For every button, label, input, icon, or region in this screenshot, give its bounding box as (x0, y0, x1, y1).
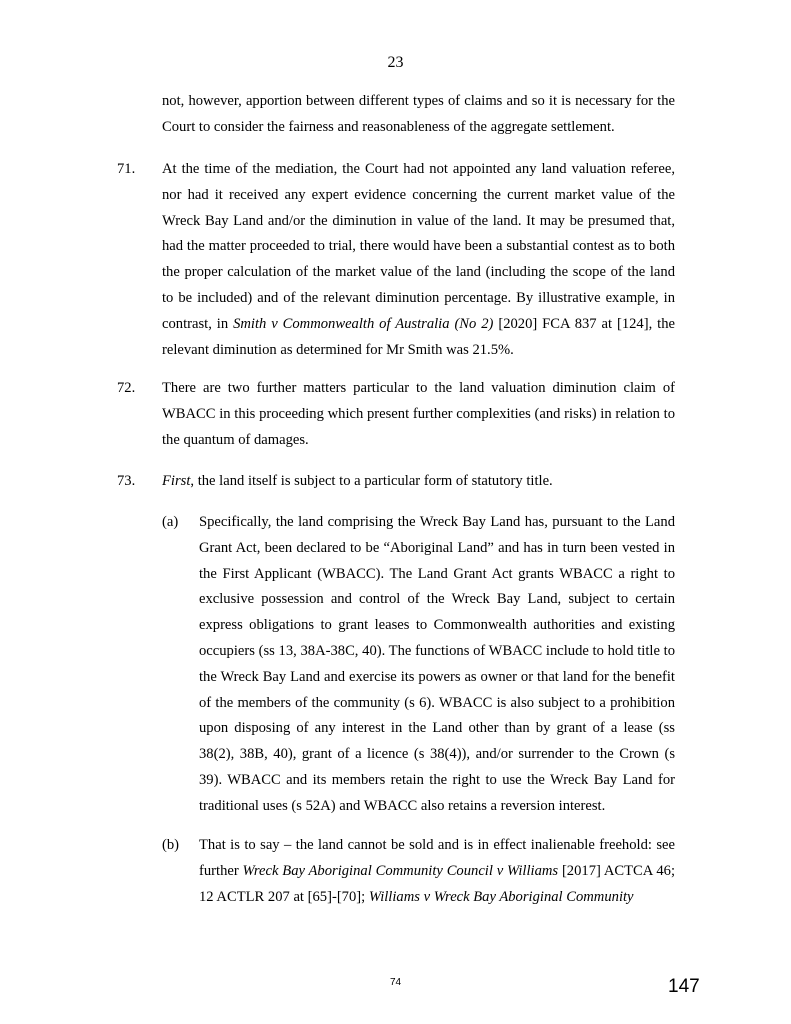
subparagraph-label-a: (a) (162, 514, 179, 530)
subparagraph-b-text-a: That is to say – the land cannot be sold and is in effect inalienable freehold: see further (199, 837, 675, 879)
subparagraph-b-text-b: [2017] ACTCA 46; 12 ACTLR 207 at [65]-[70]; (199, 862, 675, 905)
case-citation-wreck-bay-v-williams: Wreck Bay Aboriginal Community Council v Williams (242, 862, 559, 879)
paragraph-73-lead: First (162, 473, 191, 489)
page-header-number: 23 (387, 54, 404, 71)
case-citation-smith: Smith v Commonwealth of Australia (No 2) (233, 315, 494, 332)
paragraph-72: There are two further matters particular to the land valuation diminution claim of WBACC in this proceeding which present further complexities (and risks) in relation to the quantum of damages. (162, 380, 675, 448)
paragraph-71 (162, 157, 675, 363)
footer-page-number: 74 (389, 977, 402, 988)
document-stamp-number: 147 (668, 976, 700, 997)
paragraph-71-text-b: [2020] FCA 837 at [124], the relevant diminution as determined for Mr Smith was 21.5%. (162, 315, 675, 358)
paragraph-73-text: , the land itself is subject to a particular form of statutory title. (190, 473, 553, 489)
paragraph-number-73: 73. (117, 473, 136, 489)
paragraph-71-text-a: At the time of the mediation, the Court had not appointed any land valuation referee, nor had it received any expert evidence concerning the current market value of the Wreck Bay Land and/or the diminution in value of the land. It may be presumed that, had the matter proceeded to trial, there would have been a substantial contest as to both the proper calculation of the market value of the land (including the scope of the land to be included) and of the relevant diminution percentage. By illustrative example, in contrast, in (162, 161, 675, 332)
paragraph-number-71: 71. (117, 161, 136, 177)
paragraph-73 (162, 469, 675, 495)
continuation-paragraph: not, however, apportion between different types of claims and so it is necessary for the Court to consider the fairness and reasonableness of the aggregate settlement. (162, 93, 675, 135)
paragraph-number-72: 72. (117, 380, 136, 396)
case-citation-williams-v-wreck-bay: Williams v Wreck Bay Aboriginal Community (368, 888, 634, 905)
subparagraph-a: Specifically, the land comprising the Wreck Bay Land has, pursuant to the Land Grant Act, been declared to be “Aboriginal Land” and has in turn been vested in the First Applicant (WBACC). The Land Grant Act grants WBACC a right to exclusive possession and control of the Wreck Bay Land, subject to certain express obligations to grant leases to Commonwealth authorities and existing occupiers (ss 13, 38A-38C, 40). The functions of WBACC include to hold title to the Wreck Bay Land and exercise its powers as owner or that land for the benefit of the members of the community (s 6). WBACC is also subject to a prohibition upon disposing of any interest in the Land other than by grant of a lease (ss 38(2), 38B, 40), grant of a licence (s 38(4)), and/or surrender to the Crown (s 39). WBACC and its members retain the right to use the Wreck Bay Land for traditional uses (s 52A) and WBACC also retains a reversion interest. (199, 514, 675, 814)
subparagraph-label-b: (b) (162, 837, 180, 853)
subparagraph-b (199, 833, 675, 910)
